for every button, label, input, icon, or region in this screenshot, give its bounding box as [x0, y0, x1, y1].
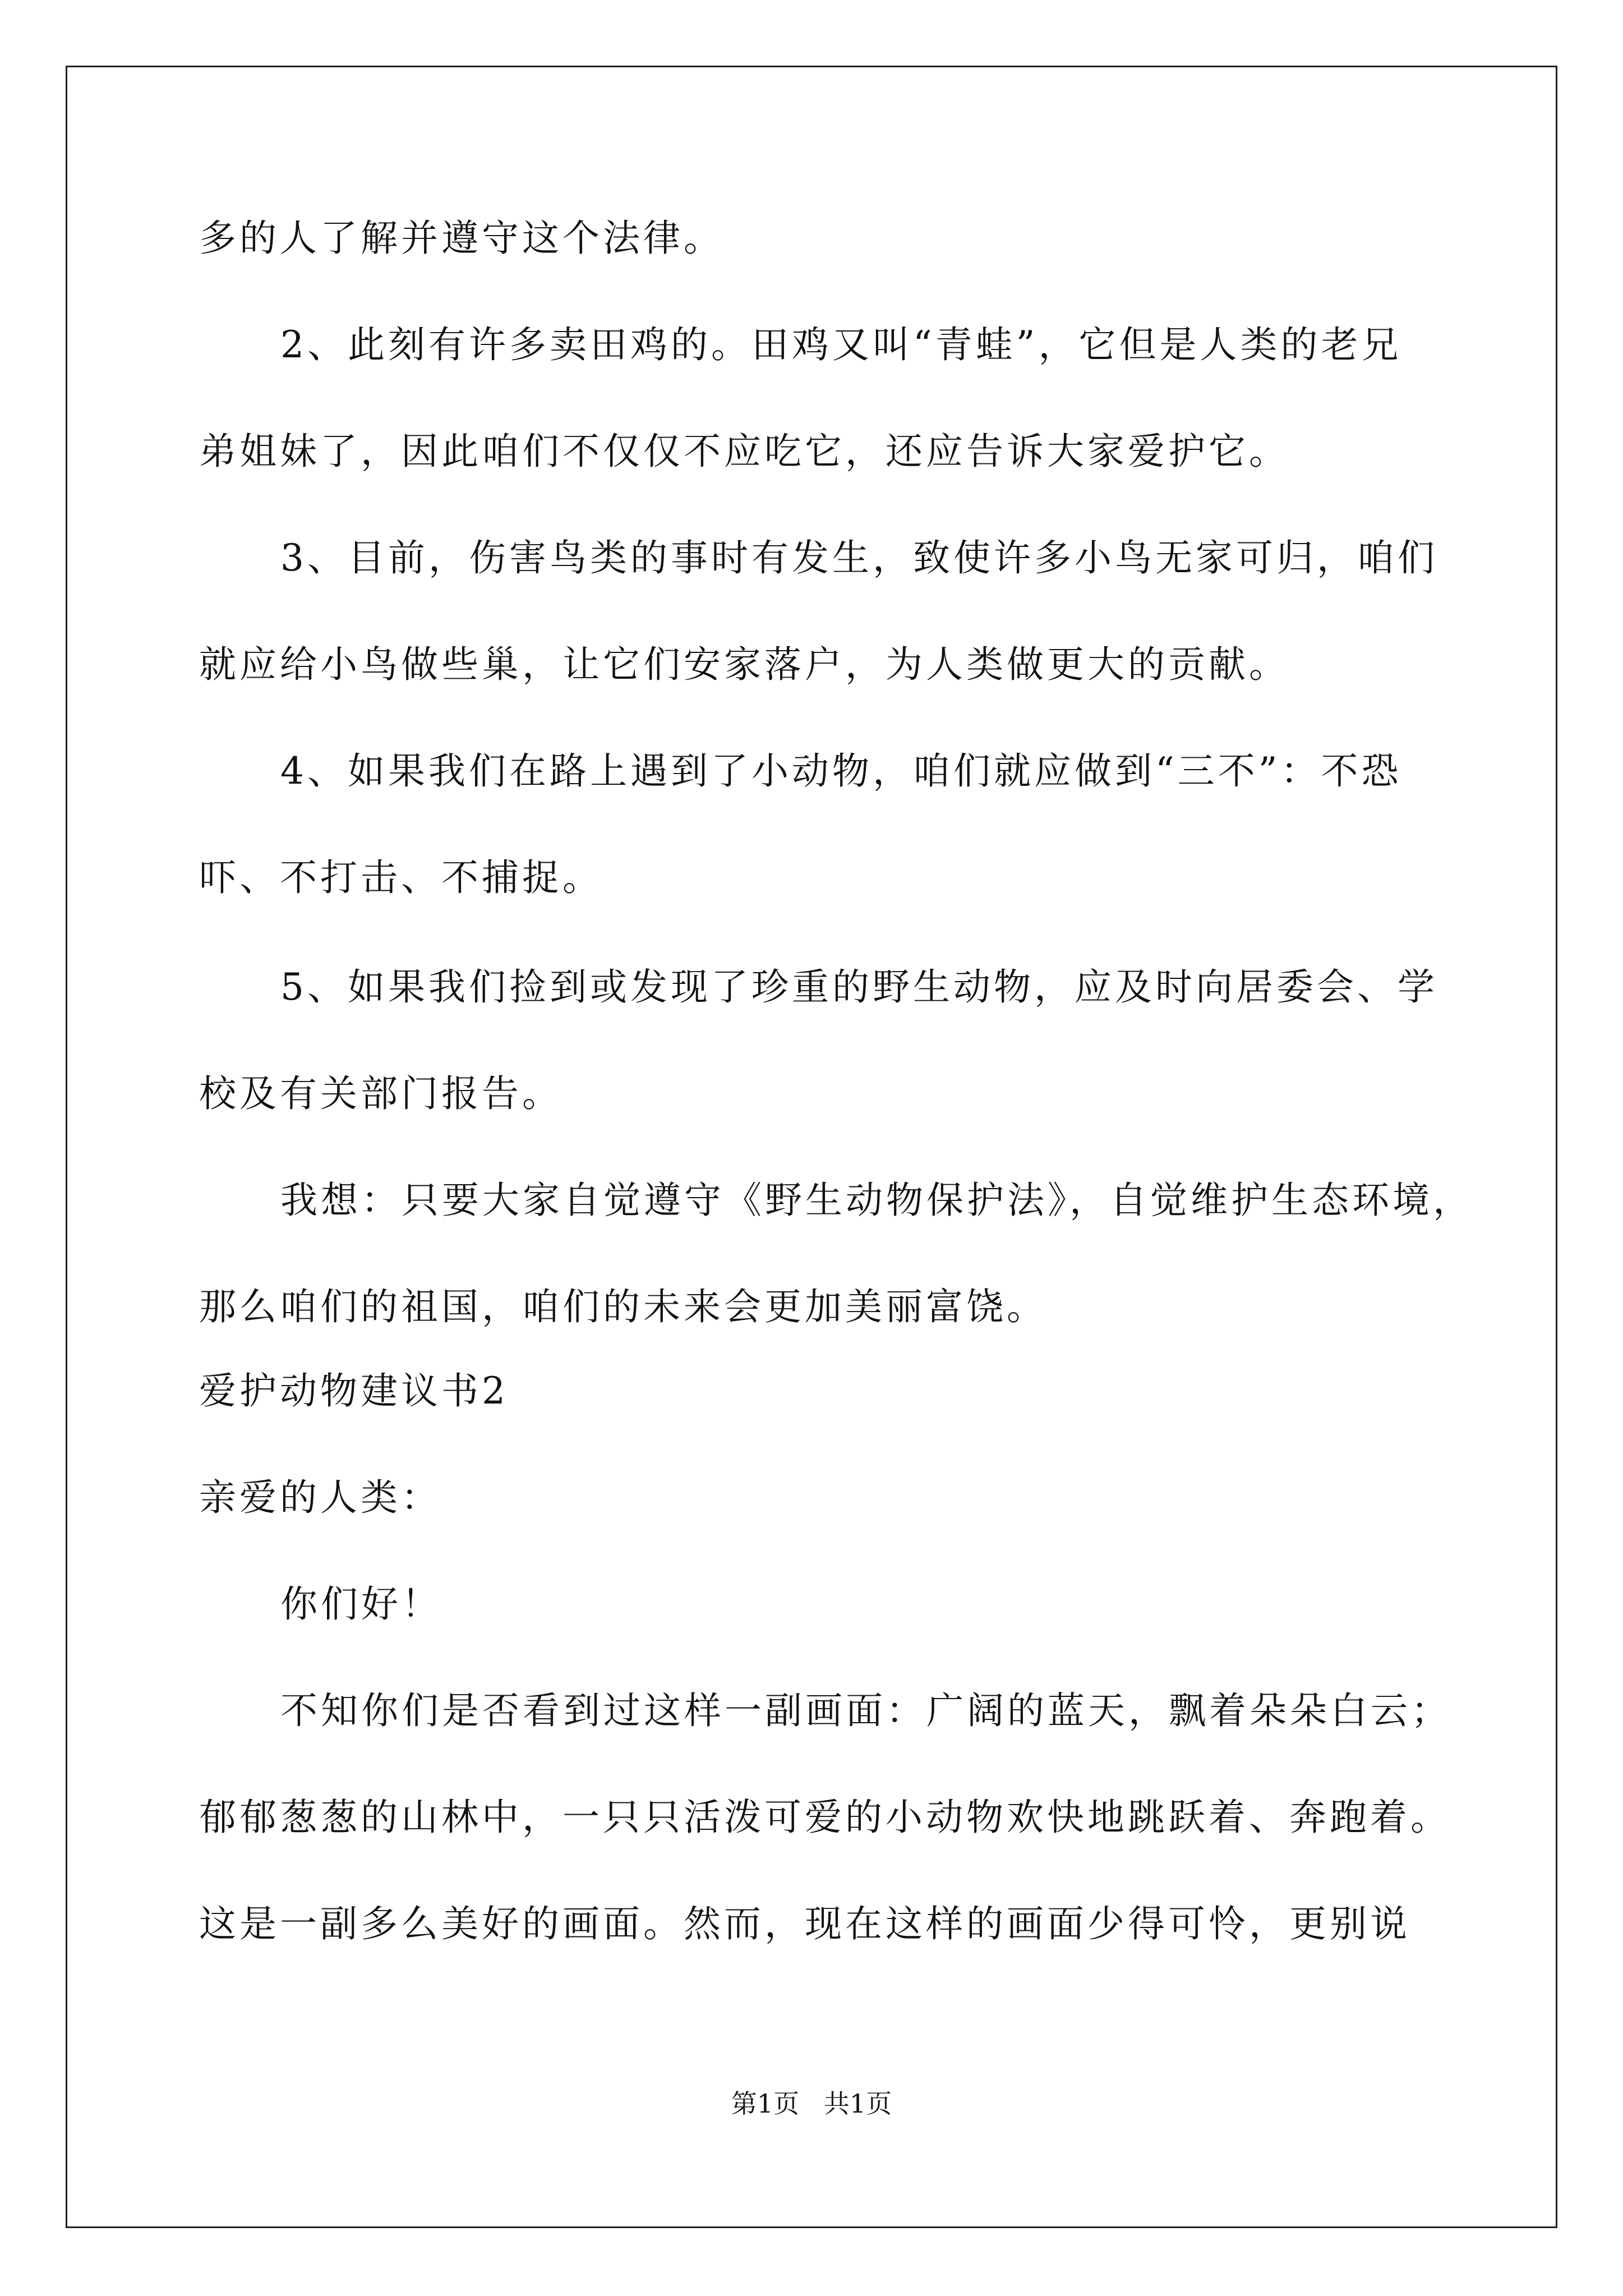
text-line-6: 4、如果我们在路上遇到了小动物，咱们就应做到“三不”：不恐 [280, 749, 1402, 793]
text-line-5: 就应给小鸟做些巢，让它们安家落户，为人类做更大的贡献。 [199, 643, 1289, 686]
text-line-4: 3、目前，伤害鸟类的事时有发生，致使许多小鸟无家可归，咱们 [280, 536, 1438, 579]
text-line-17: 这是一副多么美好的画面。然而，现在这样的画面少得可怜，更别说 [199, 1902, 1410, 1945]
text-line-7: 吓、不打击、不捕捉。 [199, 856, 603, 899]
text-line-11: 那么咱们的祖国，咱们的未来会更加美丽富饶。 [199, 1285, 1047, 1328]
text-line-2: 2、此刻有许多卖田鸡的。田鸡又叫“青蛙”，它但是人类的老兄 [280, 323, 1402, 366]
page-footer: 第1页 共1页 [731, 2088, 892, 2119]
text-line-16: 郁郁葱葱的山林中，一只只活泼可爱的小动物欢快地跳跃着、奔跑着。 [199, 1796, 1451, 1839]
greeting: 你们好！ [280, 1582, 442, 1626]
text-line-8: 5、如果我们捡到或发现了珍重的野生动物，应及时向居委会、学 [280, 965, 1438, 1009]
text-line-3: 弟姐妹了，因此咱们不仅仅不应吃它，还应告诉大家爱护它。 [199, 430, 1289, 473]
text-line-15: 不知你们是否看到过这样一副画面：广阔的蓝天，飘着朵朵白云； [280, 1689, 1451, 1732]
text-line-9: 校及有关部门报告。 [199, 1072, 562, 1115]
salutation: 亲爱的人类： [199, 1476, 441, 1519]
text-line-10: 我想：只要大家自觉遵守《野生动物保护法》，自觉维护生态环境， [280, 1179, 1473, 1222]
section-heading: 爱护动物建议书2 [199, 1369, 509, 1412]
text-line-1: 多的人了解并遵守这个法律。 [199, 217, 724, 260]
